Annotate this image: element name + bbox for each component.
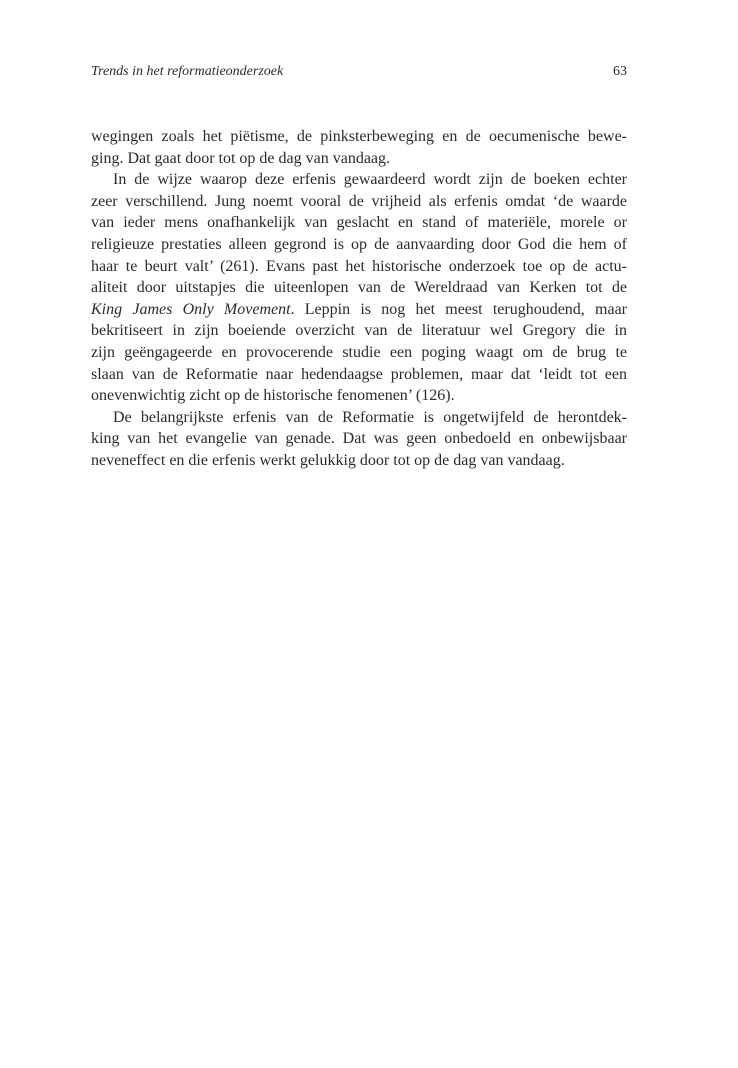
text-line: slaan van de Reformatie naar hedendaagse problemen, maar dat ‘leidt tot een — [91, 365, 627, 383]
text-line: In de wijze waarop deze erfenis gewaardeerd wordt zijn de boeken echter — [113, 171, 627, 189]
text-line: zijn geëngageerde en provocerende studie een poging waagt om de brug te — [91, 343, 627, 361]
running-title: Trends in het reformatieonderzoek — [91, 64, 284, 79]
italic-title: King James Only Movement — [91, 300, 291, 318]
text-line: religieuze prestaties alleen gegrond is op de aanvaarding door God die hem of — [91, 235, 627, 253]
text-line: wegingen zoals het piëtisme, de pinksterbeweging en de oecumenische bewe- — [91, 128, 627, 145]
text-line: van ieder mens onafhankelijk van geslacht en stand of materiële, morele or — [91, 214, 627, 232]
text-line: aliteit door uitstapjes die uiteenlopen van de Wereldraad van Kerken tot de — [91, 279, 627, 297]
text-line: haar te beurt valt’ (261). Evans past het historische onderzoek toe op de actu- — [91, 257, 627, 275]
text-line: zeer verschillend. Jung noemt vooral de vrijheid als erfenis omdat ‘de waarde — [91, 192, 627, 210]
text-line — [91, 299, 627, 321]
text-line: ging. Dat gaat door tot op de dag van vandaag. — [91, 149, 391, 167]
body-text — [91, 126, 627, 472]
text-line: neveneffect en die erfenis werkt gelukkig door tot op de dag van vandaag. — [91, 451, 565, 469]
running-head — [91, 62, 627, 82]
text-line-rest: . Leppin is nog het meest terughoudend, maar — [290, 300, 627, 318]
page-number: 63 — [613, 64, 627, 79]
text-line: bekritiseert in zijn boeiende overzicht van de literatuur wel Gregory die in — [91, 322, 627, 340]
text-line: De belangrijkste erfenis van de Reformatie is ongetwijfeld de herontdek- — [113, 408, 627, 426]
text-line: onevenwichtig zicht op de historische fenomenen’ (126). — [91, 387, 455, 405]
text-line: king van het evangelie van genade. Dat was geen onbedoeld en onbewijsbaar — [91, 430, 627, 448]
